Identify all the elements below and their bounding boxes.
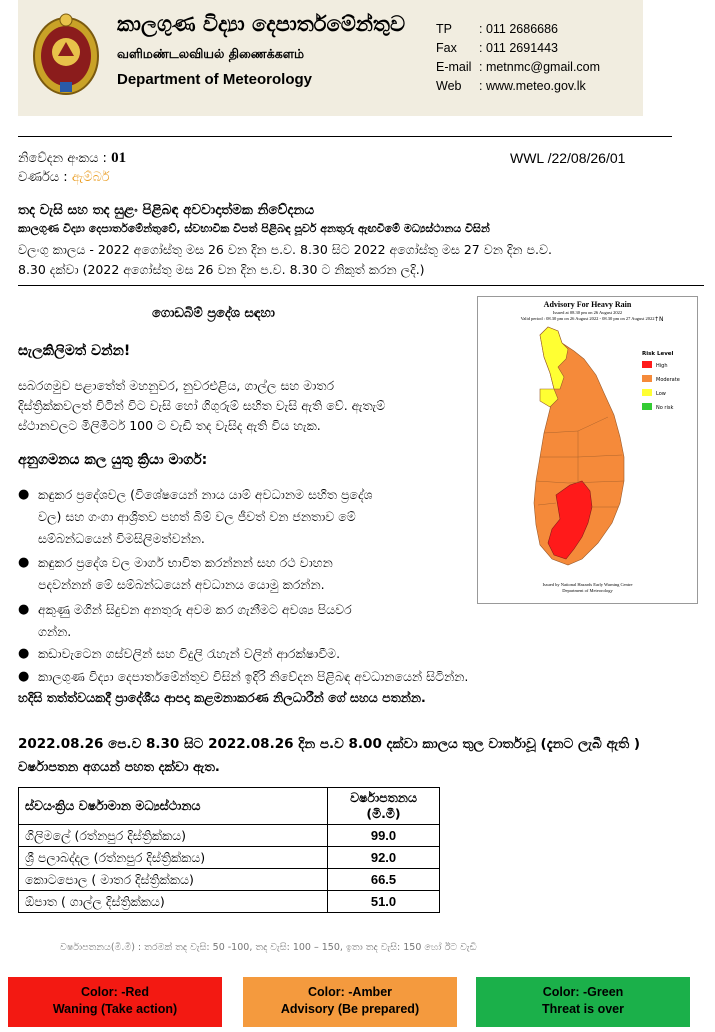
org-name-tamil: வளிமண்டலவியல் திணைக்களம் [117,46,305,61]
org-name-english: Department of Meteorology [117,71,313,88]
map-title: Advisory For Heavy Rain [543,300,632,309]
map-footer-2: Department of Meteorology [562,588,613,593]
map-footer-1: Issued by National Hazards Early Warning Centre [542,582,633,587]
map-valid: Valid period : 08.30 pm on 26 August 2022 - 08.30 pm on 27 August 2022 [520,316,655,321]
map-issued: Issued at 08.30 pm on 26 August 2022 [552,310,623,315]
org-name-sinhala: කාලගුණ විද්‍යා දෙපාර්තමේන්තුව [117,12,406,36]
legend-label: High [656,363,668,369]
legend-swatch [642,403,652,410]
legend-swatch [642,389,652,396]
list-item: ● කඩාවැටෙන ගස්වලින් සහ විදුලි රැහැන් වලින් ආරක්ෂාවීම. [38,643,478,665]
rainfall-subheading: වර්ෂාපතන අගයන් පහත දක්වා ඇත. [18,760,220,775]
bullet-icon: ● [18,487,30,502]
north-arrow-icon: ↑N [654,316,664,323]
contact-web: Web : www.meteo.gov.lk [436,79,586,93]
region-title: ගොඩබිම් ප්‍රදේශ සඳහා [152,306,275,321]
legend-label: Moderate [656,377,680,383]
contact-email: E-mail : metnmc@gmail.com [436,60,601,74]
rainfall-table [18,787,440,913]
table-row: කොටපොල ( මාතර දිස්ත්‍රික්කය) 66.5 [19,869,440,891]
bullet-icon: ● [18,602,30,617]
notice-title: තද වැසි සහ තද සුළං පිළිබඳ අවවාදාත්මක නිවේදනය [18,202,315,218]
validity-line-2: 8.30 දක්වා (2022 අගෝස්තු මස 26 වන දින ප.ව. 8.30 ට නිකුත් කරන ලදි.) [18,262,425,277]
bullet-icon: ● [18,555,30,570]
rainfall-heading: 2022.08.26 පෙ.ව 8.30 සිට 2022.08.26 දින ප.ව 8.00 දක්වා කාලය තුල වාර්තාවූ (දැනට ලැබී ඇති ) [18,736,641,752]
col-station-header: ස්වයංක්‍රිය වර්ෂාමාන මධ්‍යස්ථානය [19,788,328,825]
para-line: සබරගමුව පළාතේත් මහනුවර, නුවරඑළිය, ගාල්ල සහ මාතර [18,378,335,393]
para-line: දිස්ත්‍රික්කවලත් විටින් විට වැසි හෝ ගිගුරුම් සහිත වැසි ඇති වේ. ඇතැම් [18,398,386,413]
contact-fax: Fax : 011 2691443 [436,41,559,55]
table-header-row [19,788,440,825]
rainfall-scale-note: වර්ෂාපතනය(මි.මී) : තරමක් තද වැසි: 50 -100, තද වැසි: 100 – 150, ඉතා තද වැසි: 150 හෝ ඊට වැඩි [60,942,477,953]
legend-swatch [642,361,652,368]
advisory-map [477,296,698,604]
sri-lanka-map [478,297,697,603]
notice-level: වර්ණය : ඇම්බර් [18,170,110,185]
contact-phone: TP : 011 2686686 [436,22,559,36]
map-legend-title: Risk Level [642,351,674,357]
list-item: ● කඳුකර ප්‍රදේශ වල මාර්ග භාවිත කරන්නන් සහ රථ වාහන පදවන්නන් මේ සම්බන්ධයෙන් අවධානය යොමු කරන්න. [38,552,463,596]
legend-label: No risk [656,405,674,411]
contact-block [436,20,600,96]
divider [18,285,704,286]
col-rainfall-header: වර්ෂාපතනය (මි.මී) [328,788,440,825]
notice-number: නිවේදන අංකය : 01 [18,150,127,166]
legend-swatch [642,375,652,382]
notice-reference: WWL /22/08/26/01 [510,150,626,166]
table-row: ඕපාත ( ගාල්ල දිස්ත්‍රික්කය) 51.0 [19,891,440,913]
list-item: ● අකුණු මගින් සිදුවන අනතුරු අවම කර ගැනීමට අවශ්‍ය පියවර ගන්න. [38,599,463,643]
table-row: ගිලිමලේ (රත්නපුර දිස්ත්‍රික්කය) 99.0 [19,825,440,847]
national-emblem-icon [30,10,102,100]
actions-title: අනුගමනය කල යුතු ක්‍රියා මාර්ග: [18,452,208,468]
validity-line-1: වලංගු කාලය - 2022 අගෝස්තු මස 26 වන දින ප.ව. 8.30 සිට 2022 අගෝස්තු මස 27 වන දින ප.ව. [18,242,552,257]
bullet-icon: ● [18,669,30,684]
bullet-icon: ● [18,646,30,661]
attention-text: සැලකිලිමත් වන්න! [18,343,131,359]
list-item: ● කාලගුණ විද්‍යා දෙපාර්තමේන්තුව විසින් ඉදිරි නිවේදන පිළිබඳ අවධානයෙන් සිටින්න. [38,666,698,688]
closing-note: හදිසි තත්ත්වයකදී ප්‍රාදේශීය ආපදා කළමනාකරණ නිලධාරීන් ගේ සහය පතන්න. [18,690,426,705]
amber-level: ඇම්බර් [71,170,110,185]
legend-box-red: Color: -Red Waning (Take action) [8,977,222,1027]
para-line: ස්ථානවලට මිලිමීටර් 100 ට වැඩි තද වැසිද ඇති විය හැක. [18,418,321,433]
list-item: ● කඳුකර ප්‍රදේශවල (විශේෂයෙන් නාය යාම් අවධානම සහිත ප්‍රදේශ වල) සහ ගංගා ආශ්‍රිතව පහත් බිම් වල ජීවත් වන ජනතාව මේ සම්බන්ධයෙන් විමසිලිමත්වන්න. [38,484,463,550]
notice-subtitle: කාලගුණ විද්‍යා දෙපාර්තමේන්තුවේ, ස්වභාවික විපත් පිළිබඳ පූර්ව අනතුරු ඇඟවීමේ මධ්‍යස්ථානය විසින් [18,222,490,235]
table-row: ශ්‍රී පලාබද්දල (රත්නපුර දිස්ත්‍රික්කය) 92.0 [19,847,440,869]
legend-label: Low [656,391,666,397]
divider [18,136,672,137]
legend-box-amber: Color: -Amber Advisory (Be prepared) [243,977,457,1027]
legend-box-green: Color: -Green Threat is over [476,977,690,1027]
